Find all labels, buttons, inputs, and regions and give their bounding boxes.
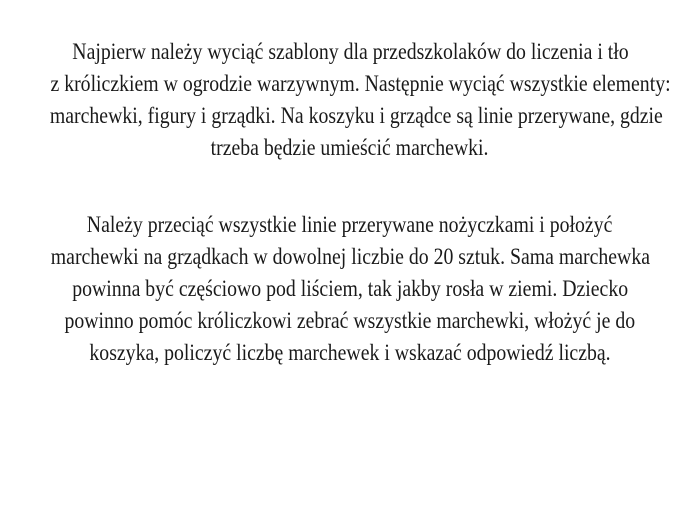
text-line: trzeba będzie umieścić marchewki.	[211, 135, 489, 160]
text-line: marchewki, figury i grządki. Na koszyku i grządce są linie przerywane, gdzie	[49, 103, 663, 128]
instructions-paragraph-1	[0, 36, 700, 164]
text-line: powinna być częściowo pod liściem, tak jakby rosła w ziemi. Dziecko	[72, 276, 628, 301]
text-line: Najpierw należy wyciąć szablony dla przedszkolaków do liczenia i tło	[71, 39, 629, 64]
text-line: marchewki na grządkach w dowolnej liczbie do 20 sztuk. Sama marchewka	[50, 244, 650, 269]
text-line: koszyka, policzyć liczbę marchewek i wskazać odpowiedź liczbą.	[89, 340, 611, 365]
text-line: powinno pomóc króliczkowi zebrać wszystkie marchewki, włożyć je do	[64, 308, 636, 333]
text-line: z króliczkiem w ogrodzie warzywnym. Następnie wyciąć wszystkie elementy:	[50, 71, 671, 96]
text-line: Należy przeciąć wszystkie linie przerywane nożyczkami i położyć	[87, 212, 613, 237]
instructions-paragraph-2	[0, 209, 700, 369]
